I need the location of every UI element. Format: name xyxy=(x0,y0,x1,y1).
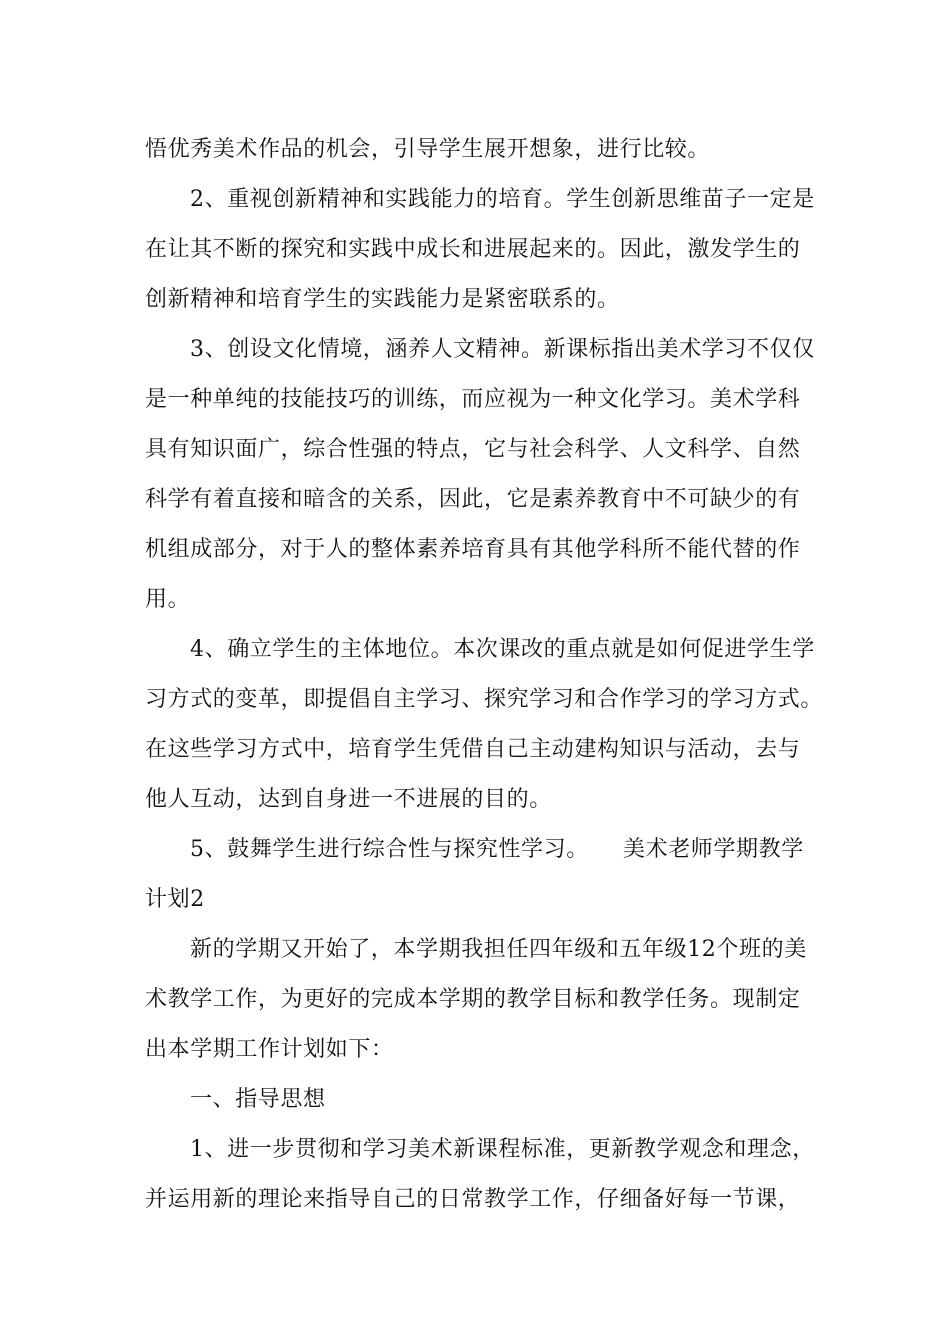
section-heading: 一、指导思想 xyxy=(190,1087,326,1112)
paragraph-line: 他人互动，达到自身进一不进展的目的。 xyxy=(145,787,552,812)
paragraph-line: 科学有着直接和暗含的关系，因此，它是素养教育中不可缺少的有 xyxy=(145,487,801,512)
paragraph-line: 1、进一步贯彻和学习美术新课程标准，更新教学观念和理念， xyxy=(190,1137,815,1162)
paragraph-line: 4、确立学生的主体地位。本次课改的重点就是如何促进学生学 xyxy=(190,637,815,662)
paragraph-line: 3、创设文化情境，涵养人文精神。新课标指出美术学习不仅仅 xyxy=(190,337,815,362)
paragraph-line: 具有知识面广，综合性强的特点，它与社会科学、人文科学、自然 xyxy=(145,437,801,462)
paragraph-line: 是一种单纯的技能技巧的训练，而应视为一种文化学习。美术学科 xyxy=(145,387,801,412)
paragraph-line: 5、鼓舞学生进行综合性与探究性学习。 美术老师学期教学 xyxy=(190,837,804,862)
heading-line: 计划2 xyxy=(145,887,205,912)
paragraph-line: 新的学期又开始了，本学期我担任四年级和五年级12个班的美 xyxy=(190,937,807,962)
paragraph-line: 在这些学习方式中，培育学生凭借自己主动建构知识与活动，去与 xyxy=(145,737,801,762)
paragraph-line: 术教学工作，为更好的完成本学期的教学目标和教学任务。现制定 xyxy=(145,987,801,1012)
paragraph-line: 悟优秀美术作品的机会，引导学生展开想象，进行比较。 xyxy=(145,137,711,162)
paragraph-line: 并运用新的理论来指导自己的日常教学工作，仔细备好每一节课， xyxy=(145,1187,801,1212)
paragraph-line: 2、重视创新精神和实践能力的培育。学生创新思维苗子一定是 xyxy=(190,187,815,212)
paragraph-line: 在让其不断的探究和实践中成长和进展起来的。因此，激发学生的 xyxy=(145,237,801,262)
paragraph-line: 出本学期工作计划如下： xyxy=(145,1037,394,1062)
paragraph-line: 习方式的变革，即提倡自主学习、探究学习和合作学习的学习方式。 xyxy=(145,687,824,712)
paragraph-line: 机组成部分，对于人的整体素养培育具有其他学科所不能代替的作 xyxy=(145,537,801,562)
paragraph-line: 创新精神和培育学生的实践能力是紧密联系的。 xyxy=(145,287,620,312)
paragraph-line: 用。 xyxy=(145,587,191,612)
